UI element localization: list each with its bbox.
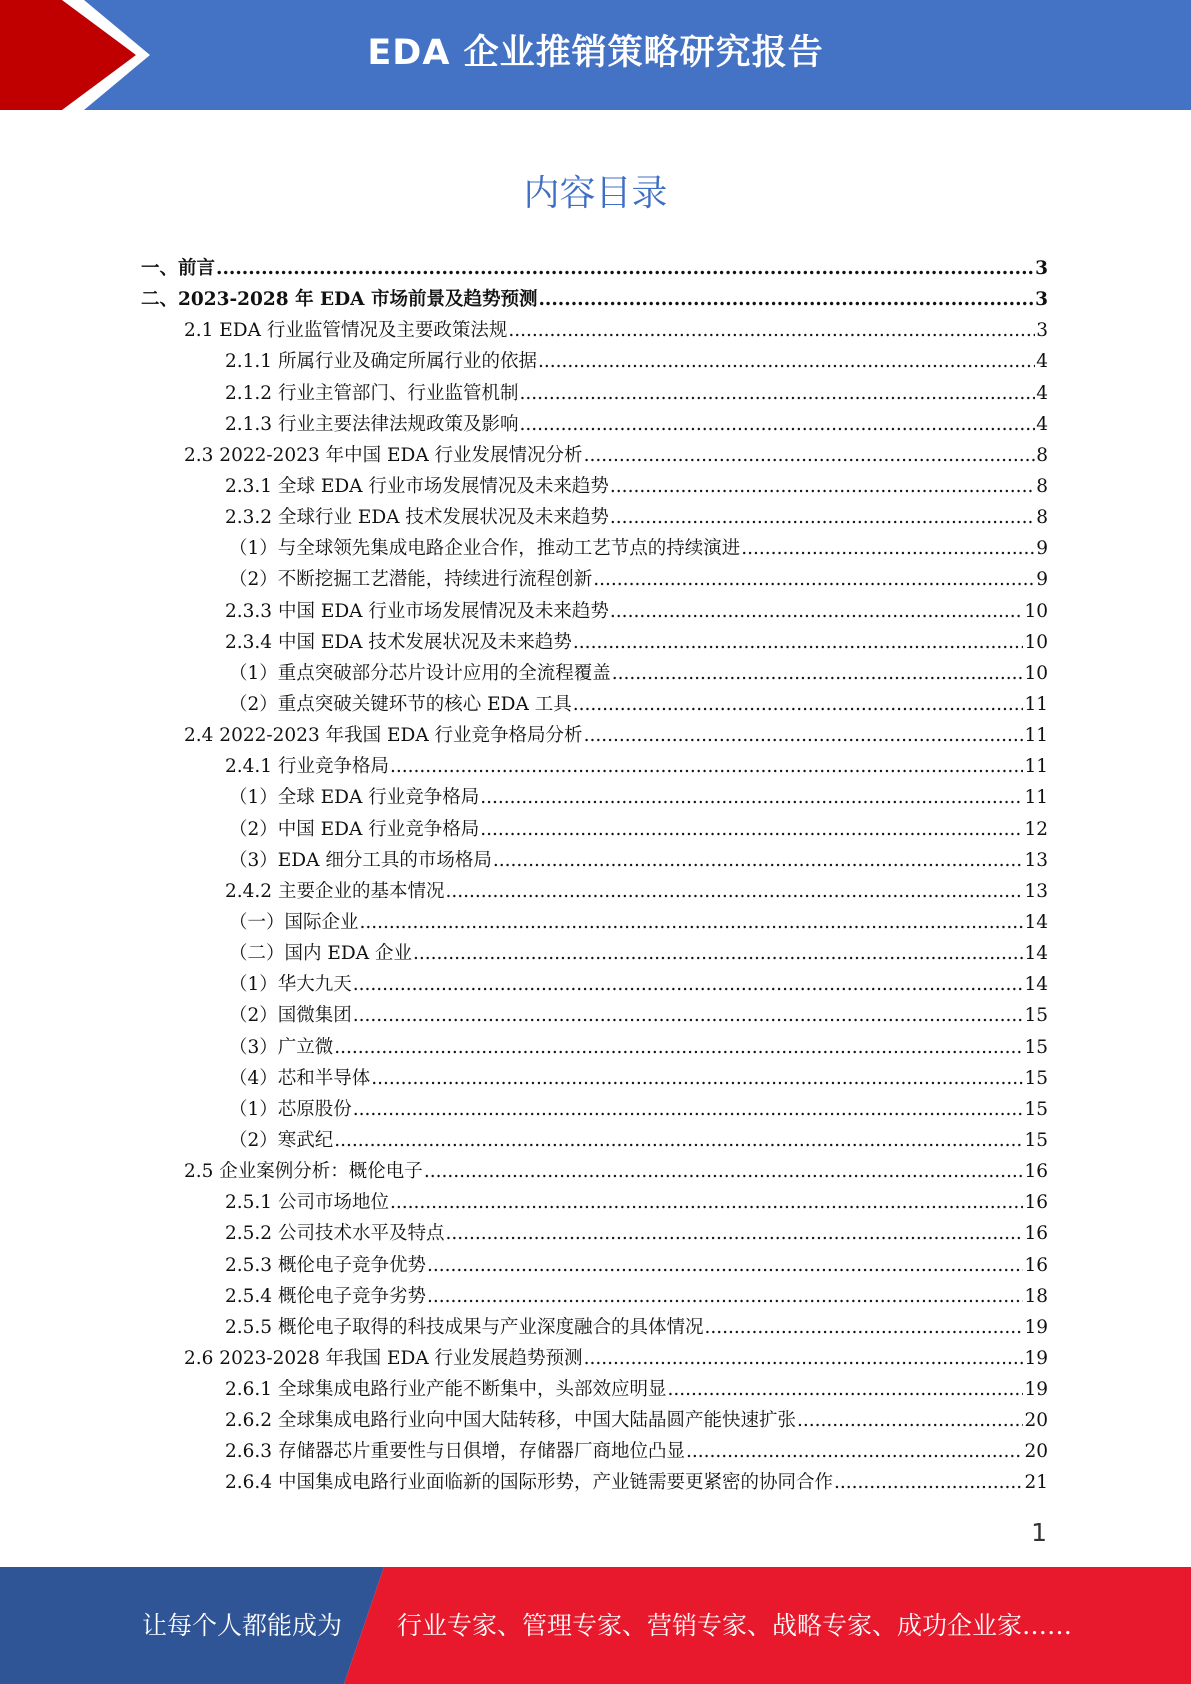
toc-entry-page: 4 [1036,351,1048,373]
toc-entry-page: 16 [1024,1223,1048,1245]
toc-dot-leader [334,1130,1023,1151]
toc-dot-leader [797,1410,1023,1431]
toc-dot-leader [612,663,1024,684]
toc-entry[interactable] [141,1095,1048,1126]
toc-entry[interactable] [141,1437,1048,1468]
toc-entry[interactable] [141,690,1048,721]
toc-entry-title: （2）中国 EDA 行业竞争格局 [229,818,480,840]
toc-entry-title: （1）与全球领先集成电路企业合作，推动工艺节点的持续演进 [229,538,741,560]
toc-entry-title: 2.5.1 公司市场地位 [225,1192,389,1214]
toc-entry-title: （3）EDA 细分工具的市场格局 [229,849,492,871]
toc-entry-title: 2.4.1 行业竞争格局 [225,756,389,778]
toc-entry-page: 9 [1036,538,1048,560]
toc-entry-page: 11 [1024,756,1048,778]
toc-entry-title: 2.6.3 存储器芯片重要性与日俱增，存储器厂商地位凸显 [225,1441,685,1463]
toc-entry[interactable] [141,441,1048,472]
toc-entry[interactable] [141,254,1048,285]
toc-dot-leader [519,414,1035,435]
toc-entry[interactable] [141,1157,1048,1188]
toc-entry-title: （2）国微集团 [229,1005,352,1027]
toc-entry-page: 4 [1036,382,1048,404]
toc-entry-title: （3）广立微 [229,1036,334,1058]
toc-entry-title: （1）华大九天 [229,974,352,996]
toc-entry-page: 4 [1036,413,1048,435]
toc-entry[interactable] [141,908,1048,939]
toc-entry-page: 11 [1024,693,1048,715]
toc-entry-title: （1）重点突破部分芯片设计应用的全流程覆盖 [229,662,611,684]
toc-entry-title: （1）芯原股份 [229,1098,352,1120]
page-number: 1 [1031,1518,1047,1547]
toc-entry-title: 2.5.3 概伦电子竞争优势 [225,1254,426,1276]
toc-entry-title: （2）重点突破关键环节的核心 EDA 工具 [229,693,572,715]
toc-entry[interactable] [141,752,1048,783]
page-header [0,0,1191,110]
toc-entry[interactable] [141,783,1048,814]
toc-entry[interactable] [141,534,1048,565]
toc-dot-leader [493,850,1024,871]
toc-entry-title: 2.4 2022-2023 年我国 EDA 行业竞争格局分析 [184,725,583,747]
toc-entry[interactable] [141,939,1048,970]
toc-entry[interactable] [141,1468,1048,1499]
toc-entry-title: 2.3.4 中国 EDA 技术发展状况及未来趋势 [225,631,572,653]
toc-entry-page: 11 [1024,725,1048,747]
toc-dot-leader [610,507,1035,528]
toc-entry-page: 3 [1035,258,1048,279]
toc-entry-page: 19 [1024,1316,1048,1338]
toc-entry[interactable] [141,347,1048,378]
toc-entry[interactable] [141,721,1048,752]
toc-entry[interactable] [141,1375,1048,1406]
toc-entry-page: 15 [1024,1036,1048,1058]
toc-entry[interactable] [141,1251,1048,1282]
toc-entry-page: 10 [1024,662,1048,684]
toc-entry-title: （1）全球 EDA 行业竞争格局 [229,787,480,809]
toc-entry-title: 2.5.5 概伦电子取得的科技成果与产业深度融合的具体情况 [225,1316,704,1338]
toc-entry-page: 18 [1024,1285,1048,1307]
toc-dot-leader [584,1348,1024,1369]
toc-entry-page: 20 [1024,1441,1048,1463]
toc-dot-leader [427,1286,1023,1307]
toc-dot-leader [480,787,1023,808]
toc-entry-page: 14 [1024,974,1048,996]
toc-entry-page: 12 [1024,818,1048,840]
toc-heading: 内容目录 [523,173,668,214]
toc-dot-leader [480,819,1023,840]
toc-dot-leader [390,756,1023,777]
toc-entry-title: 2.6 2023-2028 年我国 EDA 行业发展趋势预测 [184,1347,583,1369]
toc-dot-leader [593,569,1035,590]
toc-entry-title: 2.6.4 中国集成电路行业面临新的国际形势，产业链需要更紧密的协同合作 [225,1472,833,1494]
toc-entry-page: 20 [1024,1410,1048,1432]
toc-entry[interactable] [141,1126,1048,1157]
toc-entry-title: （4）芯和半导体 [229,1067,371,1089]
toc-entry-page: 11 [1024,787,1048,809]
toc-dot-leader [334,1037,1023,1058]
toc-entry[interactable] [141,970,1048,1001]
toc-dot-leader [445,1223,1023,1244]
toc-dot-leader [445,881,1023,902]
toc-dot-leader [390,1192,1023,1213]
toc-entry-page: 8 [1036,475,1048,497]
toc-entry-page: 10 [1024,600,1048,622]
table-of-contents [141,254,1048,1500]
toc-entry-title: 2.1.1 所属行业及确定所属行业的依据 [225,351,537,373]
toc-entry[interactable] [141,1188,1048,1219]
toc-entry[interactable] [141,1001,1048,1032]
toc-entry-page: 16 [1024,1192,1048,1214]
toc-entry[interactable] [141,410,1048,441]
toc-entry[interactable] [141,1033,1048,1064]
toc-entry-title: （二）国内 EDA 企业 [229,943,412,965]
toc-entry-page: 15 [1024,1067,1048,1089]
toc-entry[interactable] [141,628,1048,659]
toc-entry[interactable] [141,659,1048,690]
toc-dot-leader [704,1317,1023,1338]
toc-dot-leader [519,383,1035,404]
toc-entry-page: 14 [1024,943,1048,965]
toc-entry-title: 一、前言 [141,258,216,279]
toc-entry-page: 3 [1036,320,1048,342]
toc-entry[interactable] [141,1313,1048,1344]
toc-entry-page: 16 [1024,1161,1048,1183]
toc-dot-leader [371,1068,1023,1089]
toc-entry[interactable] [141,316,1048,347]
toc-entry-title: 2.1.3 行业主要法律法规政策及影响 [225,413,519,435]
toc-dot-leader [413,943,1023,964]
toc-entry-page: 8 [1036,507,1048,529]
toc-entry-page: 14 [1024,911,1048,933]
report-title: EDA 企业推销策略研究报告 [367,33,824,73]
toc-entry-title: 2.5.2 公司技术水平及特点 [225,1223,445,1245]
toc-entry[interactable] [141,877,1048,908]
toc-entry-page: 10 [1024,631,1048,653]
toc-entry-page: 19 [1024,1379,1048,1401]
toc-entry-title: 2.4.2 主要企业的基本情况 [225,880,445,902]
page-footer [0,1567,1191,1684]
toc-entry[interactable] [141,846,1048,877]
toc-entry-page: 19 [1024,1347,1048,1369]
toc-entry-title: 2.3.3 中国 EDA 行业市场发展情况及未来趋势 [225,600,609,622]
toc-entry[interactable] [141,379,1048,410]
toc-dot-leader [573,694,1024,715]
toc-entry-title: （2）不断挖掘工艺潜能，持续进行流程创新 [229,569,593,591]
toc-dot-leader [584,445,1036,466]
toc-entry-page: 3 [1035,289,1048,311]
toc-dot-leader [610,476,1035,497]
toc-entry-page: 9 [1036,569,1048,591]
toc-dot-leader [360,912,1024,933]
toc-entry-title: （一）国际企业 [229,911,359,933]
toc-entry[interactable] [141,1064,1048,1095]
toc-entry-title: 2.1 EDA 行业监管情况及主要政策法规 [184,320,508,342]
toc-entry[interactable] [141,1282,1048,1313]
toc-dot-leader [584,725,1024,746]
toc-dot-leader [834,1472,1023,1493]
toc-dot-leader [508,320,1035,341]
toc-entry-title: 2.5.4 概伦电子竞争劣势 [225,1285,426,1307]
toc-entry-title: 2.3.1 全球 EDA 行业市场发展情况及未来趋势 [225,475,609,497]
toc-entry-page: 15 [1024,1129,1048,1151]
toc-entry-page: 15 [1024,1005,1048,1027]
toc-dot-leader [538,289,1034,310]
toc-entry-page: 13 [1024,849,1048,871]
toc-dot-leader [610,601,1024,622]
toc-dot-leader [686,1441,1023,1462]
toc-entry-title: 2.6.2 全球集成电路行业向中国大陆转移，中国大陆晶圆产能快速扩张 [225,1410,796,1432]
toc-entry-title: 2.3.2 全球行业 EDA 技术发展状况及未来趋势 [225,507,609,529]
toc-entry[interactable] [141,1406,1048,1437]
toc-entry-title: 二、2023-2028 年 EDA 市场前景及趋势预测 [141,289,538,311]
toc-entry-page: 21 [1024,1472,1048,1494]
toc-entry-title: （2）寒武纪 [229,1129,334,1151]
toc-entry[interactable] [141,565,1048,596]
toc-entry[interactable] [141,503,1048,534]
toc-dot-leader [424,1161,1024,1182]
toc-entry[interactable] [141,1219,1048,1250]
toc-entry[interactable] [141,815,1048,846]
toc-entry-title: 2.5 企业案例分析：概伦电子 [184,1161,423,1183]
toc-entry-page: 16 [1024,1254,1048,1276]
toc-entry-title: 2.3 2022-2023 年中国 EDA 行业发展情况分析 [184,444,583,466]
toc-entry-page: 13 [1024,880,1048,902]
toc-dot-leader [353,1099,1024,1120]
toc-entry[interactable] [141,597,1048,628]
footer-slogan-left: 让每个人都能成为 [142,1611,343,1640]
toc-entry[interactable] [141,285,1048,316]
toc-entry[interactable] [141,1344,1048,1375]
toc-dot-leader [353,974,1024,995]
toc-dot-leader [353,1005,1024,1026]
footer-slogan-right: 行业专家、管理专家、营销专家、战略专家、成功企业家…… [397,1611,1073,1640]
toc-dot-leader [216,258,1034,279]
toc-dot-leader [573,632,1024,653]
toc-entry-title: 2.1.2 行业主管部门、行业监管机制 [225,382,519,404]
toc-entry-page: 8 [1036,444,1048,466]
toc-entry[interactable] [141,472,1048,503]
toc-entry-title: 2.6.1 全球集成电路行业产能不断集中，头部效应明显 [225,1379,667,1401]
toc-entry-page: 15 [1024,1098,1048,1120]
toc-dot-leader [538,351,1035,372]
toc-dot-leader [741,538,1035,559]
toc-dot-leader [667,1379,1023,1400]
toc-dot-leader [427,1255,1023,1276]
